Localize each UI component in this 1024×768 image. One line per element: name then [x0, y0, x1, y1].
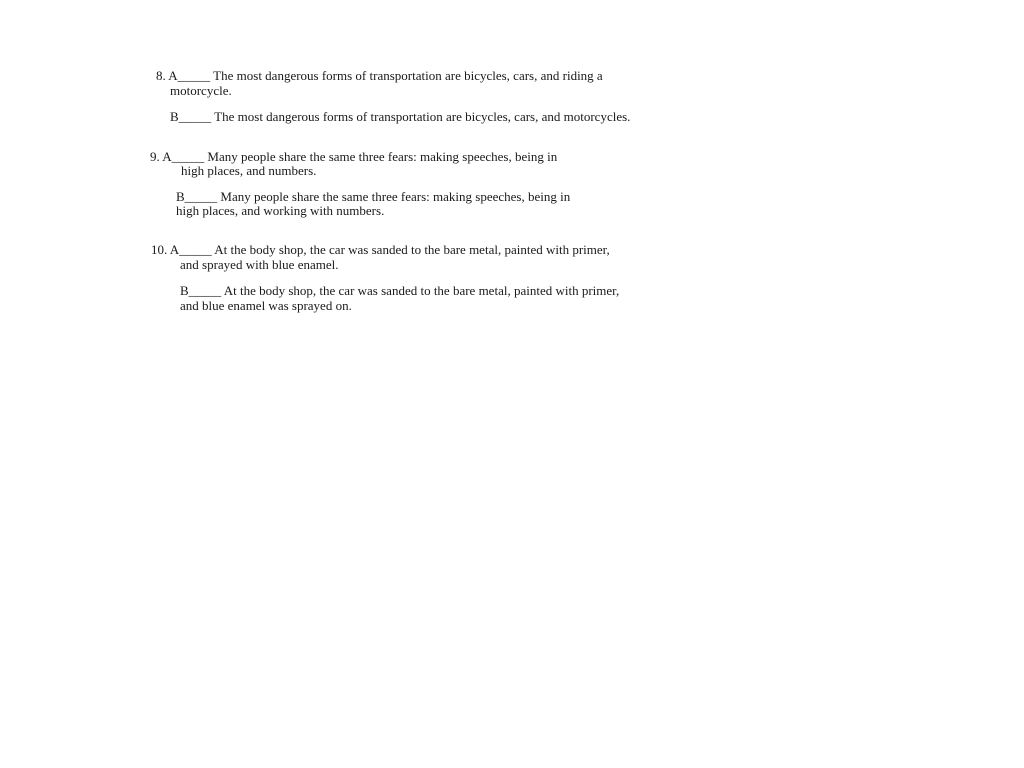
item-10-option-b-line-1: B_____ At the body shop, the car was sanded to the bare metal, painted with primer, — [180, 283, 620, 298]
item-10-option-a-line-1: 10. A_____ At the body shop, the car was sanded to the bare metal, painted with primer, — [151, 242, 610, 257]
item-10-option-b-line-2: and blue enamel was sprayed on. — [180, 298, 352, 313]
item-9-option-a-line-1: 9. A_____ Many people share the same three fears: making speeches, being in — [150, 149, 558, 164]
item-8-option-a-line-2: motorcycle. — [170, 83, 232, 98]
item-8-option-a-line-1: 8. A_____ The most dangerous forms of transportation are bicycles, cars, and riding a — [156, 68, 603, 83]
item-9-option-b-line-1: B_____ Many people share the same three fears: making speeches, being in — [176, 189, 571, 204]
item-8-option-b-line-1: B_____ The most dangerous forms of transportation are bicycles, cars, and motorcycles. — [170, 109, 631, 124]
item-9-option-a-line-2: high places, and numbers. — [181, 163, 317, 178]
item-9-option-b-line-2: high places, and working with numbers. — [176, 203, 385, 218]
item-10-option-a-line-2: and sprayed with blue enamel. — [180, 257, 339, 272]
